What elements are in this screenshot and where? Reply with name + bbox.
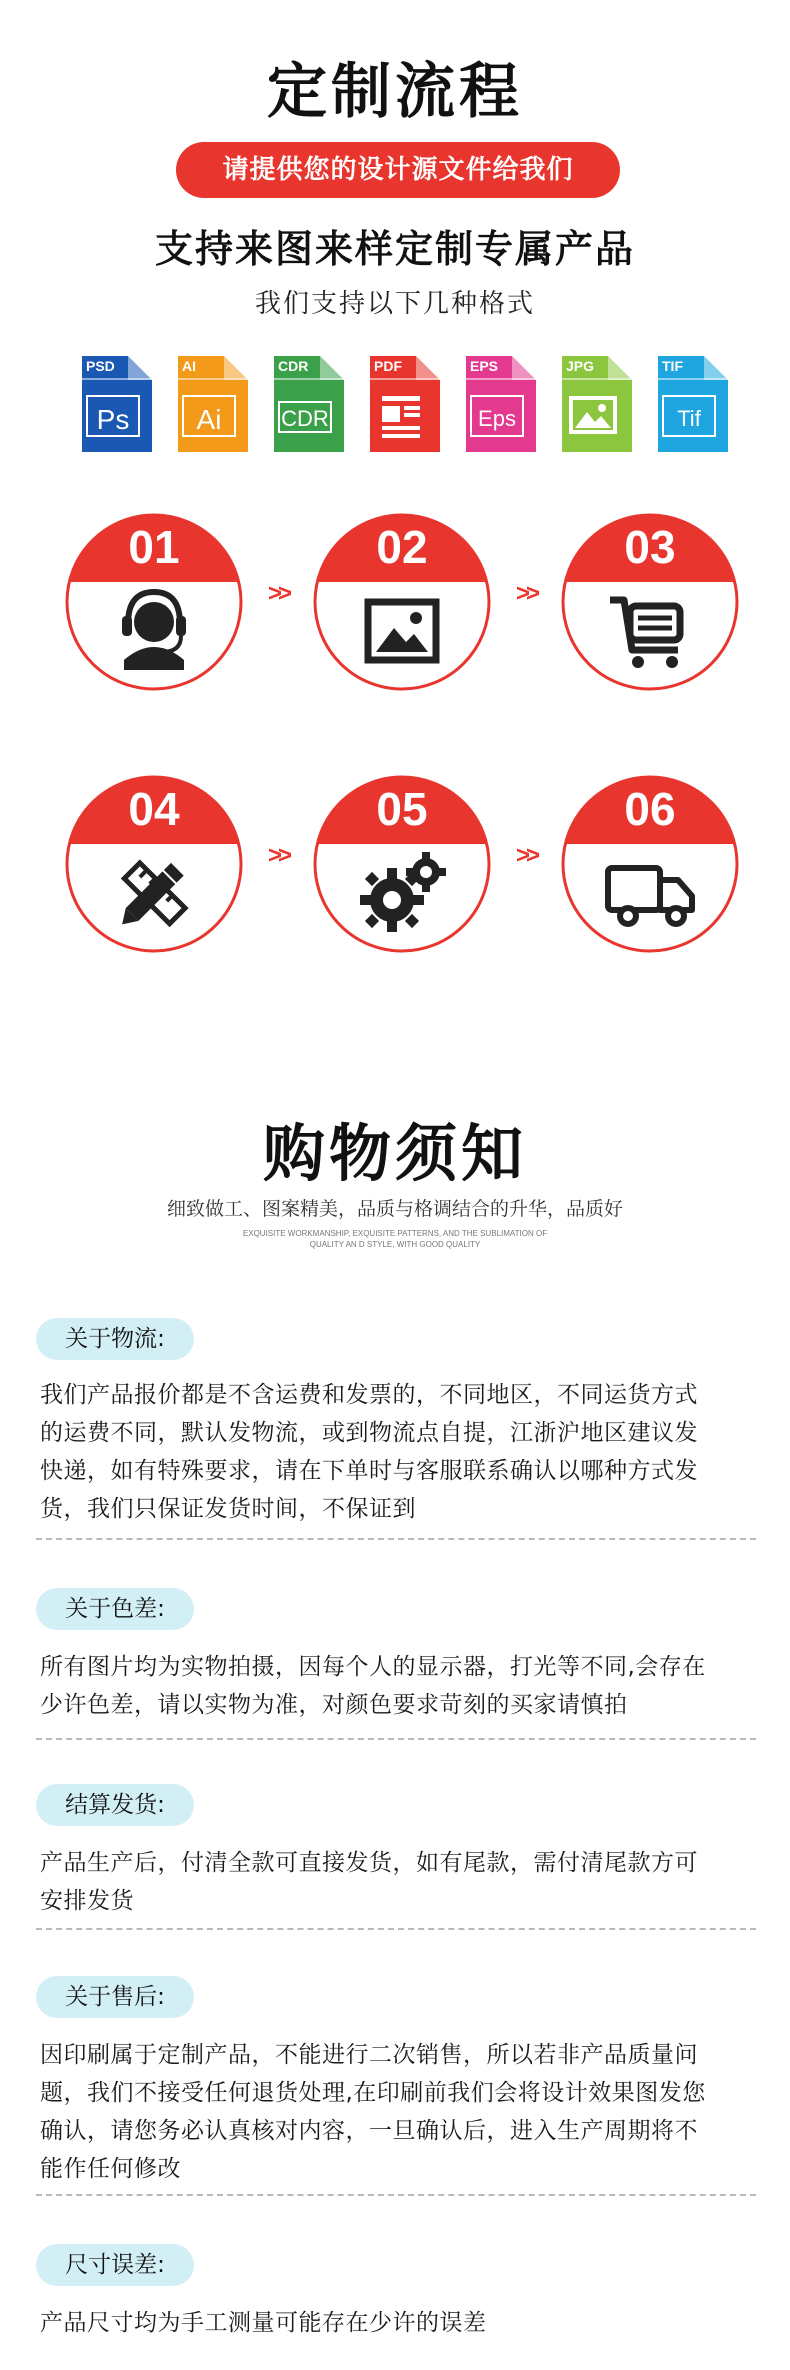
divider xyxy=(36,1738,756,1740)
format-tag: EPS xyxy=(470,358,499,374)
note-line: 货，我们只保证发货时间，不保证到 xyxy=(40,1496,416,1522)
next-step-arrow: >> xyxy=(515,580,537,607)
formats-subtitle: 我们支持以下几种格式 xyxy=(254,289,535,319)
notes-subtitle-en: EXQUISITE WORKMANSHIP, EXQUISITE PATTERNS, AND THE SUBLIMATION OF QUALITY AN D STYLE, WITH GOOD QUALITY xyxy=(242,1229,548,1249)
step-number: 06 xyxy=(624,783,676,835)
note-tag: 关于售后: xyxy=(36,1976,194,2018)
step-02 xyxy=(310,510,494,694)
tif-file-icon xyxy=(658,356,728,452)
note-tag: 关于物流: xyxy=(36,1318,194,1360)
note-tag: 结算发货: xyxy=(36,1784,194,1826)
format-tag: JPG xyxy=(566,358,595,374)
next-step-arrow: >> xyxy=(267,842,289,869)
note-text xyxy=(40,1844,755,1920)
divider xyxy=(36,1928,756,1930)
note-line: 题，我们不接受任何退货处理,在印刷前我们会将设计效果图发您 xyxy=(40,2080,706,2106)
note-tag: 尺寸误差: xyxy=(36,2244,194,2286)
step-04 xyxy=(62,772,246,956)
notes-title: 购物须知 xyxy=(262,1117,527,1190)
source-file-banner: 请提供您的设计源文件给我们 xyxy=(176,142,620,198)
note-line: 确认，请您务必认真核对内容，一旦确认后，进入生产周期将不 xyxy=(40,2118,698,2144)
step-number: 04 xyxy=(128,783,180,835)
format-label: Ai xyxy=(196,404,222,435)
customer-service-headset-icon xyxy=(122,592,186,670)
format-label: CDR xyxy=(281,406,329,431)
step-03 xyxy=(558,510,742,694)
ai-file-icon xyxy=(178,356,248,452)
pdf-file-icon xyxy=(370,356,440,452)
divider xyxy=(36,1538,756,1540)
step-number: 01 xyxy=(128,521,180,573)
eps-file-icon xyxy=(466,356,536,452)
note-line: 因印刷属于定制产品，不能进行二次销售，所以若非产品质量问 xyxy=(40,2042,698,2068)
next-step-arrow: >> xyxy=(515,842,537,869)
format-label: Tif xyxy=(677,406,701,431)
next-step-arrow: >> xyxy=(267,580,289,607)
format-tag: PSD xyxy=(86,358,115,374)
step-06 xyxy=(558,772,742,956)
note-tag: 关于色差: xyxy=(36,1588,194,1630)
custom-subtitle: 支持来图来样定制专属产品 xyxy=(154,227,635,271)
format-tag: TIF xyxy=(662,358,683,374)
jpg-file-icon xyxy=(562,356,632,452)
step-number: 05 xyxy=(376,783,428,835)
note-text xyxy=(40,1648,755,1724)
format-label: Eps xyxy=(478,406,516,431)
note-line: 能作任何修改 xyxy=(40,2156,181,2182)
step-01 xyxy=(62,510,246,694)
step-number: 02 xyxy=(376,521,428,573)
step-05 xyxy=(310,772,494,956)
notes-subtitle: 细致做工、图案精美，品质与格调结合的升华，品质好 xyxy=(166,1198,623,1220)
note-line: 产品生产后，付清全款可直接发货，如有尾款，需付清尾款方可 xyxy=(40,1850,698,1876)
note-line: 产品尺寸均为手工测量可能存在少许的误差 xyxy=(40,2310,487,2336)
note-line: 安排发货 xyxy=(40,1888,134,1914)
note-line: 少许色差，请以实物为准，对颜色要求苛刻的买家请慎拍 xyxy=(40,1692,628,1718)
note-line: 所有图片均为实物拍摄，因每个人的显示器，打光等不同,会存在 xyxy=(40,1654,706,1680)
divider xyxy=(36,2194,756,2196)
format-tag: CDR xyxy=(278,358,309,374)
note-text xyxy=(40,1376,755,1528)
format-tag: AI xyxy=(182,358,196,374)
format-tag: PDF xyxy=(374,358,402,374)
note-line: 我们产品报价都是不含运费和发票的，不同地区，不同运货方式 xyxy=(40,1382,698,1408)
note-text xyxy=(40,2036,755,2188)
process-title: 定制流程 xyxy=(267,57,523,127)
step-number: 03 xyxy=(624,521,676,573)
psd-file-icon xyxy=(82,356,152,452)
cdr-file-icon xyxy=(274,356,344,452)
note-text xyxy=(40,2304,755,2342)
format-label: Ps xyxy=(96,404,130,435)
note-line: 快递，如有特殊要求，请在下单时与客服联系确认以哪种方式发 xyxy=(40,1458,698,1484)
note-line: 的运费不同，默认发物流，或到物流点自提，江浙沪地区建议发 xyxy=(40,1420,698,1446)
